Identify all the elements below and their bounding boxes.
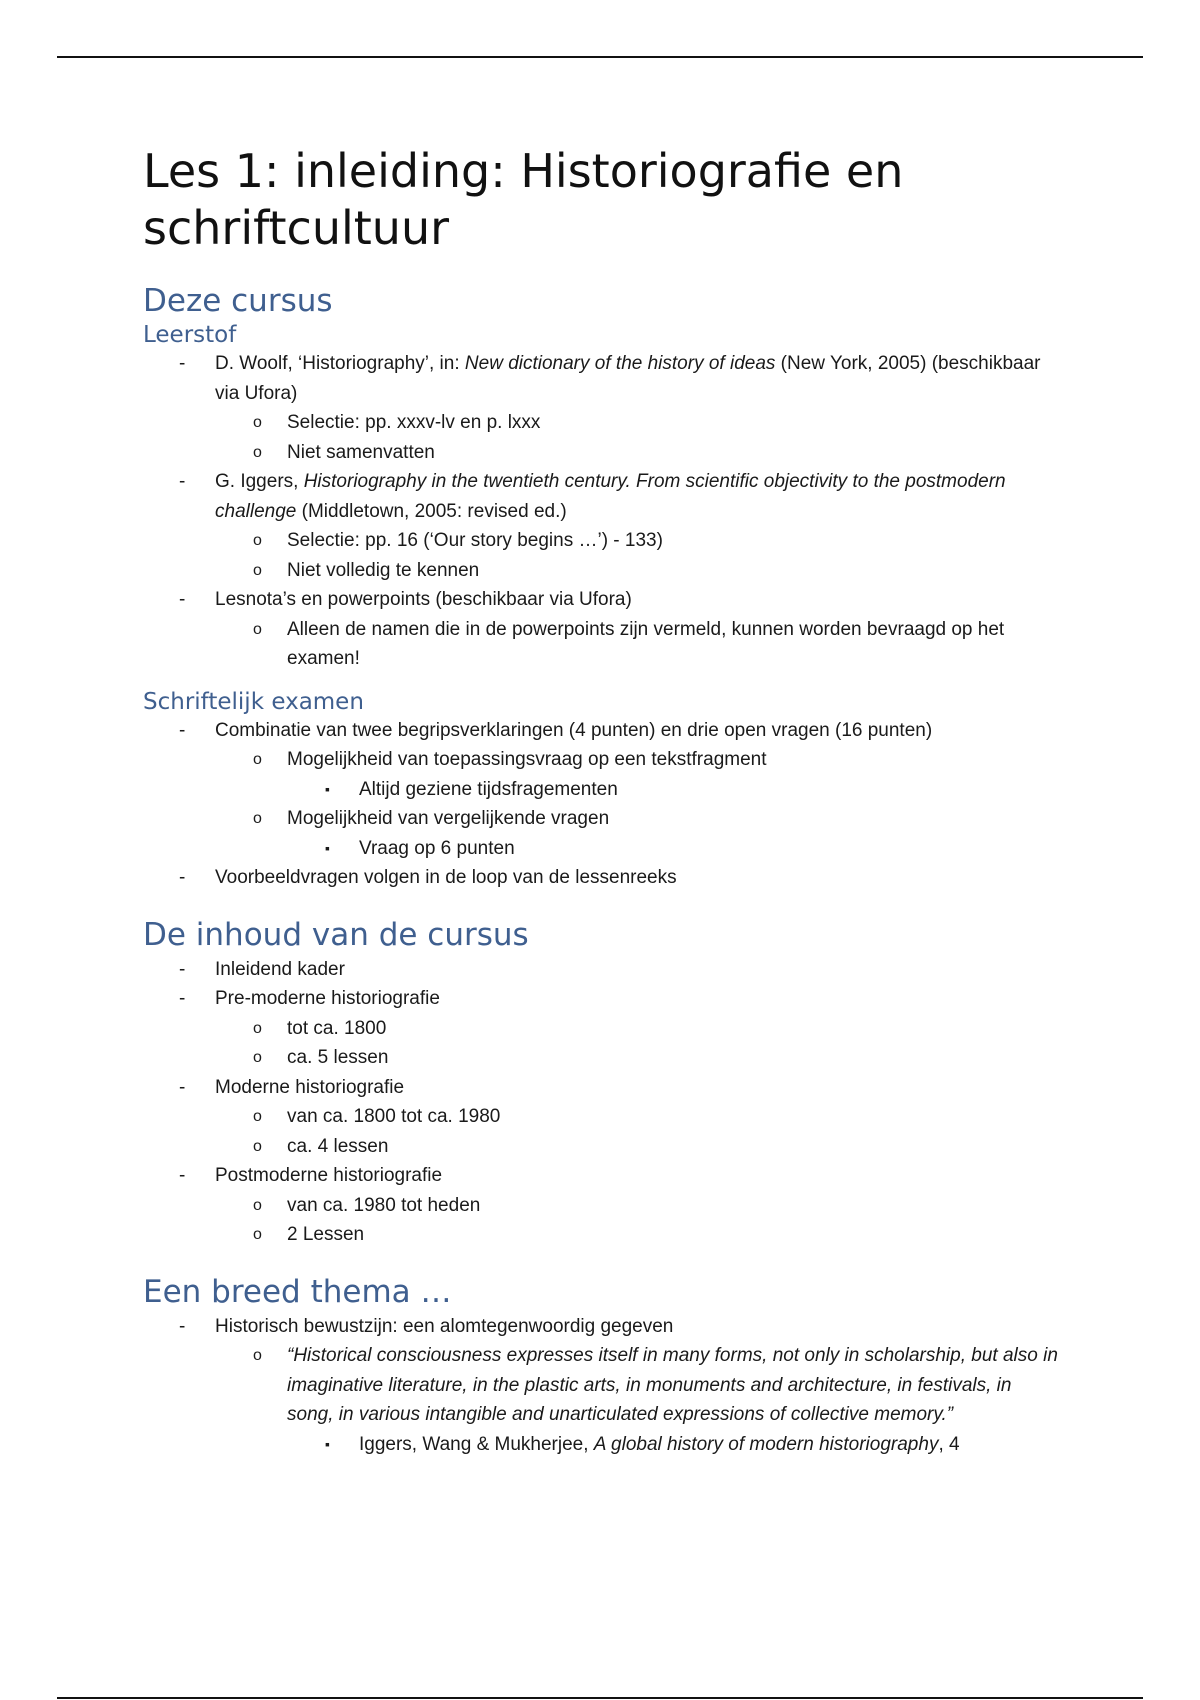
list-item: o 2 Lessen [215,1220,1063,1250]
list-item: - Pre-moderne historiografie o tot ca. 1800 o ca. 5 lessen [143,984,1063,1073]
leerstof-list [143,349,1063,674]
footer-rule [57,1697,1143,1699]
list-item: o Niet volledig te kennen [215,556,1063,586]
square-bullet: ▪ [325,780,330,797]
dash-bullet: - [179,353,186,374]
dash-bullet: - [179,988,186,1009]
dash-bullet: - [179,589,186,610]
dash-bullet: - [179,1315,186,1337]
circle-bullet: o [253,810,262,827]
examen-list [143,716,1063,893]
breed-list [143,1312,1063,1460]
list-item: - Combinatie van twee begripsverklaringen (4 punten) en drie open vragen (16 punten) o Mogelijkheid van toepassingsvraag op een tekstfragment ▪ Altijd geziene tijdsfragementen o Mogelijkheid van vergelijkende vragen ▪ Vraag op 6 punten [143,716,1063,864]
circle-bullet: o [253,532,262,549]
circle-bullet: o [253,751,262,768]
dash-bullet: - [179,1165,186,1186]
list-item: o van ca. 1800 tot ca. 1980 [215,1102,1063,1132]
list-item: o Selectie: pp. xxxv-lv en p. lxxx [215,408,1063,438]
circle-bullet: o [253,1108,262,1125]
list-item: o ca. 5 lessen [215,1043,1063,1073]
circle-bullet: o [253,561,262,579]
list-item: ▪ Iggers, Wang & Mukherjee, A global history of modern historiography, 4 [287,1430,1063,1460]
list-item [215,1341,1063,1459]
circle-bullet: o [253,414,262,431]
list-item: o Mogelijkheid van vergelijkende vragen ▪ Vraag op 6 punten [215,804,1063,863]
dash-bullet: - [179,867,186,888]
header-rule [57,56,1143,58]
list-item: ▪ Vraag op 6 punten [287,834,1063,864]
list-item: - D. Woolf, ‘Historiography’, in: New dictionary of the history of ideas (New York, 2005) (beschikbaar via Ufora) o Selectie: pp. xxxv-lv en p. lxxx o Niet samenvatten [143,349,1063,467]
list-item: - Historisch bewustzijn: een alomtegenwoordig gegeven o “Historical consciousness expresses itself in many forms, not only in scholarship, but also in imaginative literature, in the plastic arts, in monuments and architecture, in festivals, in song, in various intangible and unarticulated expressions of collective memory.” ▪ Iggers, Wang & Mukherjee, A global history of modern historiography, 4 [143,1312,1063,1460]
list-item: o Alleen de namen die in de powerpoints zijn vermeld, kunnen worden bevraagd op het examen! [215,615,1063,674]
circle-bullet: o [253,1196,262,1214]
square-bullet: ▪ [325,1435,330,1452]
circle-bullet: o [253,1019,262,1037]
circle-bullet: o [253,1049,262,1066]
inhoud-list [143,955,1063,1250]
list-item: - Voorbeeldvragen volgen in de loop van de lessenreeks [143,863,1063,893]
list-item: o tot ca. 1800 [215,1014,1063,1044]
circle-bullet: o [253,443,262,461]
document-body [143,143,1063,1459]
list-item: - G. Iggers, Historiography in the twentieth century. From scientific objectivity to the postmodern challenge (Middletown, 2005: revised ed.) o Selectie: pp. 16 (‘Our story begins …’) - 133) o Niet volledig te kennen [143,467,1063,585]
list-item: - Postmoderne historiografie o van ca. 1980 tot heden o 2 Lessen [143,1161,1063,1250]
section-heading-inhoud: De inhoud van de cursus [143,916,529,953]
circle-bullet: o [253,1347,262,1364]
list-item: ▪ Altijd geziene tijdsfragementen [287,775,1063,805]
square-bullet: ▪ [325,839,330,856]
circle-bullet: o [253,1137,262,1155]
section-heading-breed-thema: Een breed thema … [143,1273,452,1310]
dash-bullet: - [179,719,186,741]
quote: “Historical consciousness expresses itself in many forms, not only in scholarship, but also in imaginative literature, in the plastic arts, in monuments and architecture, in festivals, in song, in various intangible and unarticulated expressions of collective memory.” [287,1345,1058,1425]
subheading-schriftelijk-examen: Schriftelijk examen [143,688,364,715]
subheading-leerstof: Leerstof [143,322,237,348]
list-item: o Niet samenvatten [215,438,1063,468]
list-item: o ca. 4 lessen [215,1132,1063,1162]
page-title: Les 1: inleiding: Historiografie en schriftcultuur [143,144,904,255]
circle-bullet: o [253,1226,262,1243]
dash-bullet: - [179,958,186,980]
section-heading-deze-cursus: Deze cursus [143,283,333,319]
list-item: - Moderne historiografie o van ca. 1800 tot ca. 1980 o ca. 4 lessen [143,1073,1063,1162]
dash-bullet: - [179,471,186,492]
list-item: - Lesnota’s en powerpoints (beschikbaar via Ufora) o Alleen de namen die in de powerpoints zijn vermeld, kunnen worden bevraagd op het examen! [143,585,1063,674]
dash-bullet: - [179,1076,186,1098]
list-item: o van ca. 1980 tot heden [215,1191,1063,1221]
circle-bullet: o [253,620,262,638]
list-item: o Mogelijkheid van toepassingsvraag op een tekstfragment ▪ Altijd geziene tijdsfragementen [215,745,1063,804]
list-item: - Inleidend kader [143,955,1063,985]
list-item: o Selectie: pp. 16 (‘Our story begins …’) - 133) [215,526,1063,556]
